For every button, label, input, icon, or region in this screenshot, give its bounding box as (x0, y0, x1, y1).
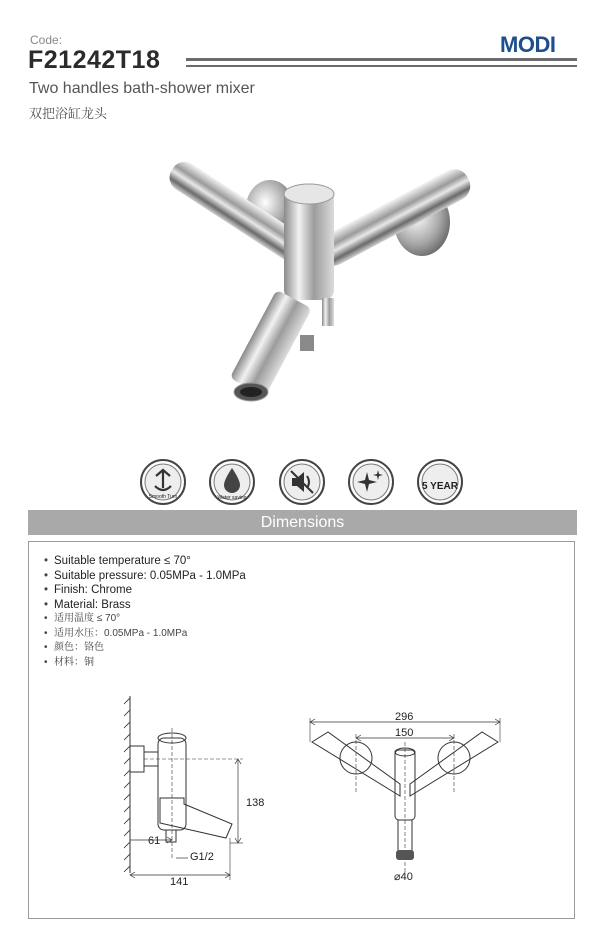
feature-label: Water saving (217, 495, 247, 501)
feature-label: 5 YEAR (422, 481, 458, 492)
front-view-drawing (300, 712, 510, 892)
product-title-cn: 双把浴缸龙头 (29, 106, 108, 121)
spec-item-cn: • 适用水压：0.05MPa - 1.0MPa (44, 627, 246, 642)
spec-item: • Material: Brass (44, 598, 246, 613)
sparkle-icon (347, 458, 395, 506)
dim-thread: G1/2 (190, 851, 214, 863)
spec-item-cn: • 适用温度 ≤ 70° (44, 612, 246, 627)
dim-height: 138 (246, 797, 265, 809)
product-title-en: Two handles bath-shower mixer (29, 80, 255, 97)
side-view-drawing (118, 688, 288, 888)
feature-label: Smooth Turn (148, 494, 178, 500)
smooth-turn-icon (139, 458, 187, 506)
dim-depth: 141 (170, 876, 189, 888)
header-rule (186, 58, 577, 61)
code-label: Code: (30, 33, 63, 47)
product-image (160, 150, 480, 420)
water-saving-icon (208, 458, 256, 506)
dimensions-header: Dimensions (28, 510, 577, 535)
dim-diameter: ⌀40 (394, 871, 413, 883)
spec-list (44, 554, 246, 670)
product-code: F21242T18 (28, 46, 161, 74)
spec-item-cn: • 颜色：铬色 (44, 641, 246, 656)
spec-item: • Suitable temperature ≤ 70° (44, 554, 246, 569)
header-rule (186, 65, 577, 67)
dim-offset: 61 (148, 835, 161, 847)
dim-overall-width: 296 (395, 712, 414, 723)
spec-item: • Finish: Chrome (44, 583, 246, 598)
spec-item-cn: • 材料：铜 (44, 656, 246, 671)
five-year-warranty-icon (416, 458, 464, 506)
spec-item: • Suitable pressure: 0.05MPa - 1.0MPa (44, 569, 246, 584)
dim-center-distance: 150 (395, 727, 414, 739)
mute-icon (278, 458, 326, 506)
brand-logo: MODI (500, 32, 556, 57)
